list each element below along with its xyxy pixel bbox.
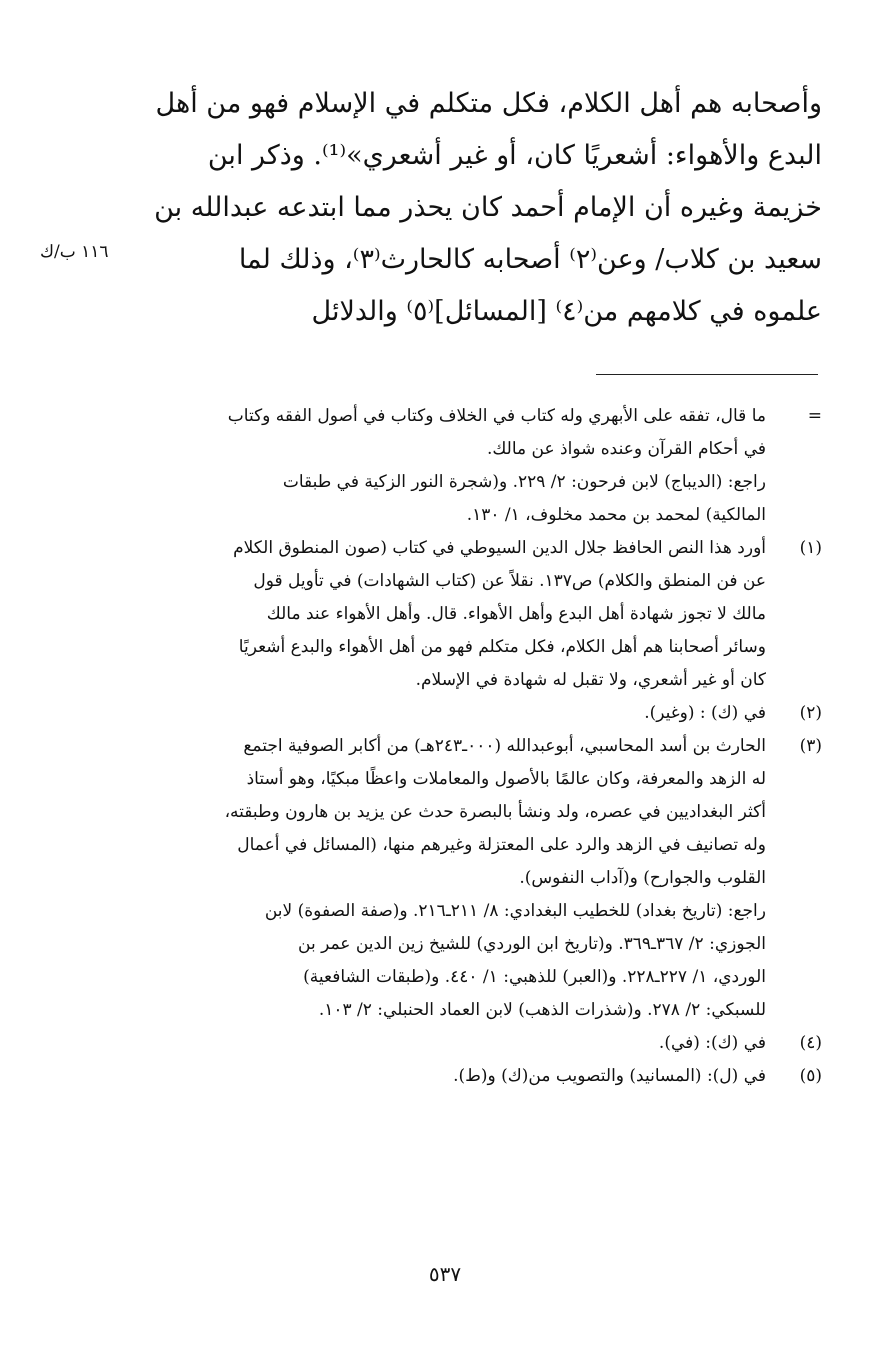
footnote-divider	[596, 374, 818, 375]
footnote-line: الحارث بن أسد المحاسبي، أبوعبدالله (٠٠٠ـ٢٤٣هـ) من أكابر الصوفية اجتمع	[243, 736, 766, 756]
footnote-line: راجع: (تاريخ بغداد) للخطيب البغدادي: ٨/ ٢١١ـ٢١٦. و(صفة الصفوة) لابن	[264, 901, 766, 921]
footnote-line: وله تصانيف في الزهد والرد على المعتزلة وغيرهم منها، (المسائل في أعمال	[237, 835, 766, 855]
footnote-line: المالكية) لمحمد بن محمد مخلوف، ١/ ١٣٠.	[466, 505, 766, 525]
footnote-line: الوردي، ١/ ٢٢٧ـ٢٢٨. و(العبر) للذهبي: ١/ ٤٤٠. و(طبقات الشافعية)	[303, 967, 766, 987]
footnote-line: للسبكي: ٢/ ٢٧٨. و(شذرات الذهب) لابن العماد الحنبلي: ٢/ ١٠٣.	[318, 1000, 766, 1020]
footnote-line: القلوب والجوارح) و(آداب النفوس).	[519, 868, 766, 888]
footnote	[67, 400, 822, 532]
footnote-number: (١)	[799, 538, 822, 558]
footnote-line: في (ك): (في).	[658, 1033, 766, 1053]
footnote-line: في (ك) : (وغير).	[644, 703, 766, 723]
margin-note: ١١٦ ب/ك	[40, 242, 109, 262]
footnote-number: (٢)	[799, 703, 822, 723]
footnote	[67, 1027, 822, 1060]
footnote	[67, 532, 822, 697]
footnote	[67, 1060, 822, 1093]
footnote-number: (٣)	[799, 736, 822, 756]
footnote-line: الجوزي: ٢/ ٣٦٧ـ٣٦٩. و(تاريخ ابن الوردي) للشيخ زين الدين عمر بن	[298, 934, 766, 954]
main-text-line: البدع والأهواء: أشعريًا كان، أو غير أشعري»⁽¹⁾. وذكر ابن	[207, 140, 822, 171]
main-text-line: خزيمة وغيره أن الإمام أحمد كان يحذر مما ابتدعه عبدالله بن	[154, 192, 822, 223]
footnote-line: راجع: (الديباج) لابن فرحون: ٢/ ٢٢٩. و(شجرة النور الزكية في طبقات	[282, 472, 766, 492]
footnote-number: (٤)	[799, 1033, 822, 1053]
footnote-line: مالك لا تجوز شهادة أهل البدع وأهل الأهواء. قال. وأهل الأهواء عند مالك	[266, 604, 766, 624]
footnote-line: عن فن المنطق والكلام) ص١٣٧. نقلاً عن (كتاب الشهادات) في تأويل قول	[253, 571, 766, 591]
main-text	[152, 78, 822, 338]
main-text-line: علموه في كلامهم من⁽٤⁾ [المسائل]⁽٥⁾ والدلائل	[311, 296, 822, 327]
footnotes	[67, 400, 822, 1093]
footnote	[67, 730, 822, 1027]
main-text-line: وأصحابه هم أهل الكلام، فكل متكلم في الإسلام فهو من أهل	[155, 88, 822, 119]
footnote-line: له الزهد والمعرفة، وكان عالمًا بالأصول والمعاملات واعظًا مبكيًا، وهو أستاذ	[246, 769, 766, 789]
footnote-line: وسائر أصحابنا هم أهل الكلام، فكل متكلم فهو من أهل الأهواء والبدع أشعريًا	[238, 637, 766, 657]
footnote-line: ما قال، تفقه على الأبهري وله كتاب في الخلاف وكتاب في أصول الفقه وكتاب	[227, 406, 766, 426]
main-text-line: سعيد بن كلاب/ وعن⁽٢⁾ أصحابه كالحارث⁽٣⁾، وذلك لما	[238, 244, 822, 275]
footnote-line: أورد هذا النص الحافظ جلال الدين السيوطي في كتاب (صون المنطوق الكلام	[233, 538, 766, 558]
footnote-line: كان أو غير أشعري، ولا تقبل له شهادة في الإسلام.	[415, 670, 766, 690]
footnote	[67, 697, 822, 730]
footnote-line: في (ل): (المسانيد) والتصويب من(ك) و(ط).	[453, 1066, 766, 1086]
footnote-line: في أحكام القرآن وعنده شواذ عن مالك.	[486, 439, 766, 459]
footnote-number: =	[807, 406, 822, 426]
page-number: ٥٣٧	[428, 1262, 462, 1286]
footnote-number: (٥)	[799, 1066, 822, 1086]
footnote-line: أكثر البغداديين في عصره، ولد ونشأ بالبصرة حدث عن يزيد بن هارون وطبقته،	[224, 802, 766, 822]
